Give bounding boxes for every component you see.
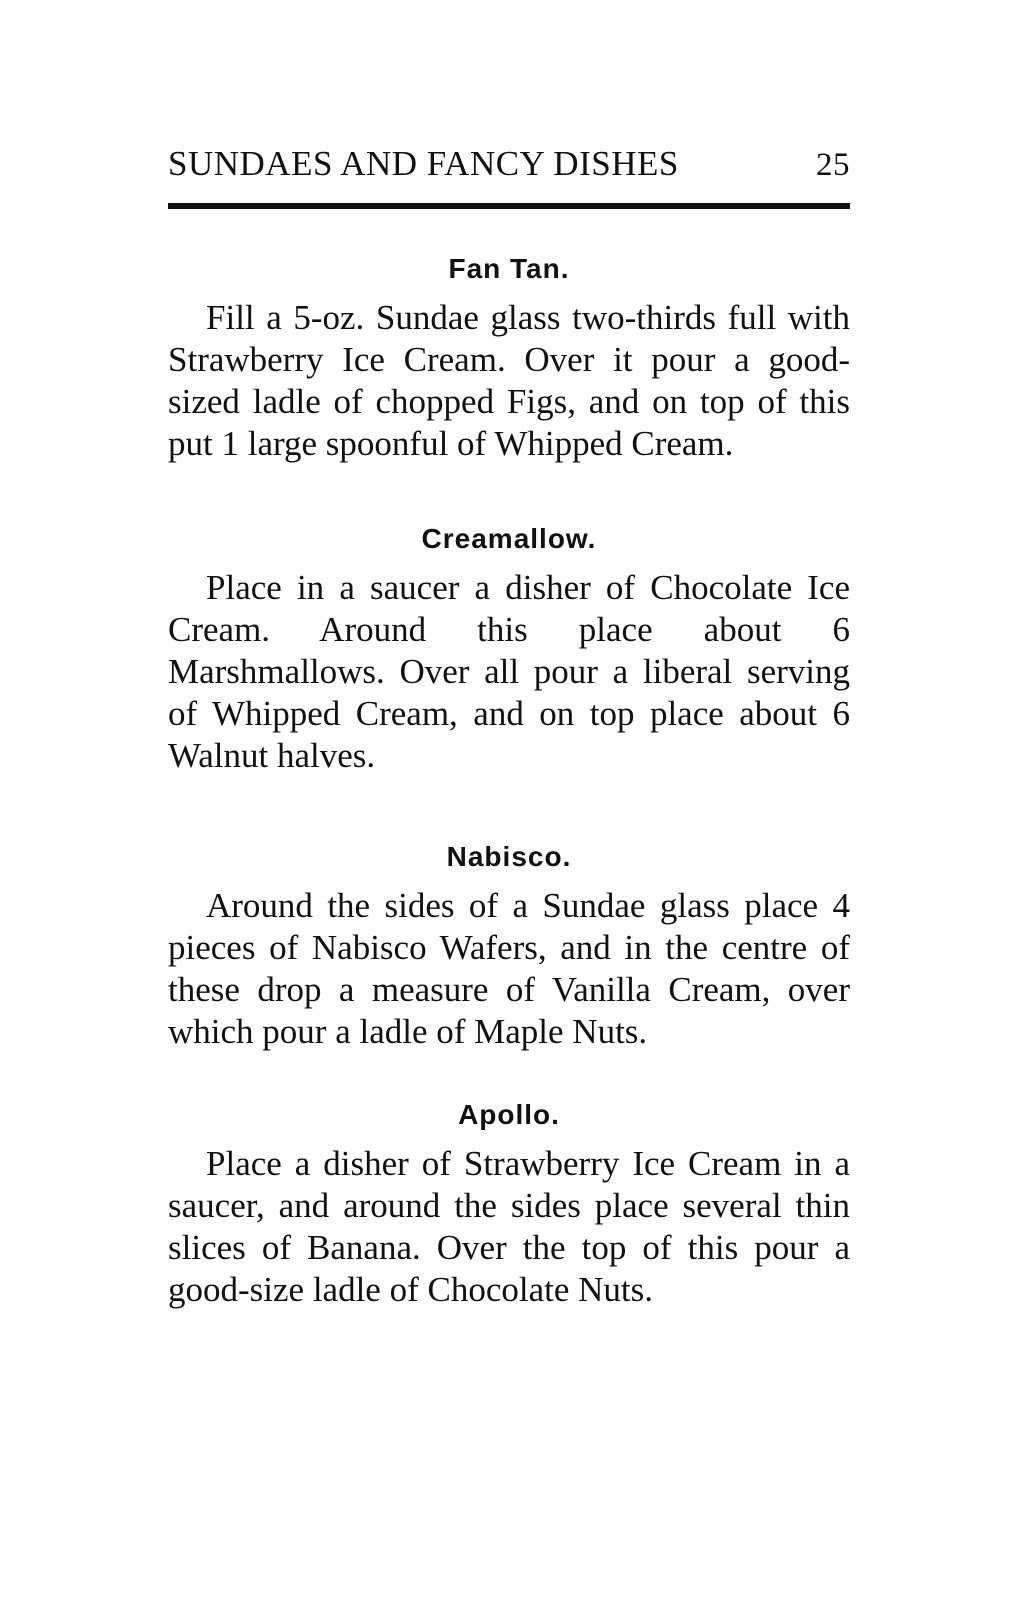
recipe-body: Around the sides of a Sundae glass place 4 pieces of Nabisco Wafers, and in the centre of these drop a measure of Vanilla Cream, over which pour a ladle of Maple Nuts. <box>168 886 850 1051</box>
recipe-nabisco <box>168 839 850 1053</box>
recipe-apollo <box>168 1097 850 1311</box>
recipe-creamallow <box>168 521 850 777</box>
recipe-title: Nabisco. <box>446 841 572 872</box>
recipe-title: Creamallow. <box>421 523 597 554</box>
recipe-body: Place in a saucer a disher of Chocolate Ice Cream. Around this place about 6 Marshmallows. Over all pour a liberal serving of Whipped Cream, and on top place about 6 Walnut halves. <box>168 568 850 775</box>
running-title: SUNDAES AND FANCY DISHES <box>168 144 679 183</box>
page-number: 25 <box>816 147 850 183</box>
book-page <box>168 140 850 1311</box>
recipe-title: Apollo. <box>458 1099 560 1130</box>
recipe-body: Fill a 5-oz. Sundae glass two-thirds full with Strawberry Ice Cream. Over it pour a good-sized ladle of chopped Figs, and on top of this put 1 large spoonful of Whipped Cream. <box>168 298 850 463</box>
recipe-fan-tan <box>168 251 850 465</box>
recipe-body: Place a disher of Strawberry Ice Cream in a saucer, and around the sides place several thin slices of Banana. Over the top of this pour a good-size ladle of Chocolate Nuts. <box>168 1144 850 1309</box>
recipe-title: Fan Tan. <box>448 253 570 284</box>
running-header <box>168 140 850 189</box>
header-rule <box>168 203 850 209</box>
